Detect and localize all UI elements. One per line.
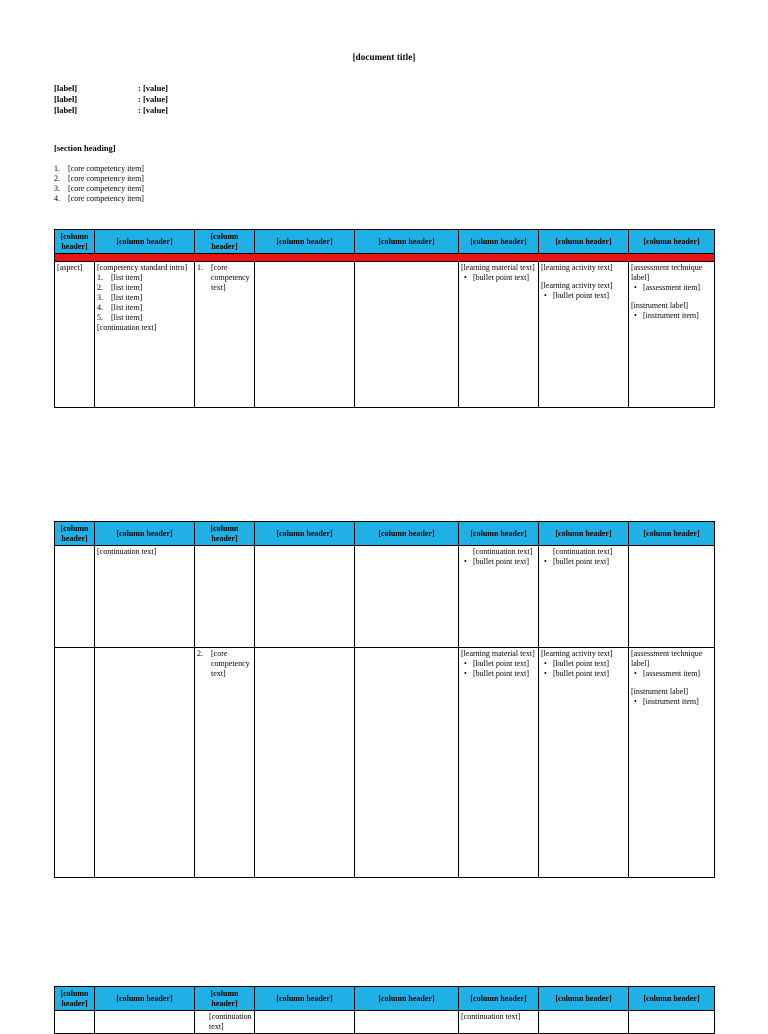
list-item: • [bullet point text] [541, 659, 626, 669]
kp-lead: [continuation text] [553, 547, 613, 556]
list-number: 2. [54, 173, 60, 183]
header-aspek: [column header] [55, 522, 95, 546]
list-item [54, 164, 714, 174]
cell-aspek [55, 546, 95, 648]
cell-aspek: [aspect] [55, 262, 95, 408]
header-skl: [column header] [95, 230, 195, 254]
cell-rp [629, 1011, 715, 1034]
cell-ki [195, 262, 255, 408]
cell-skl [95, 546, 195, 648]
header-aspek: [column header] [55, 230, 95, 254]
mp-lead: [continuation text] [473, 547, 533, 556]
table-row [55, 1011, 715, 1034]
list-text: [core competency text] [211, 263, 250, 292]
list-text: [list item] [111, 273, 143, 282]
meta-value: : [value] [138, 93, 168, 104]
list-item: • [bullet point text] [461, 557, 536, 567]
list-number: 2. [97, 283, 103, 292]
list-item: • [assessment item] [631, 283, 712, 293]
meta-row [54, 83, 374, 94]
list-number: 3. [97, 293, 103, 302]
section-heading: [section heading] [54, 143, 116, 154]
cell-ki [195, 546, 255, 648]
analysis-table [54, 521, 715, 878]
header-mp: [column header] [459, 230, 539, 254]
header-kd: [column header] [255, 230, 355, 254]
list-item: • [bullet point text] [461, 273, 536, 283]
header-ki: [column header] [195, 522, 255, 546]
table-row [55, 262, 715, 408]
kp-bullets [541, 659, 626, 679]
header-kp: [column header] [539, 522, 629, 546]
analysis-table [54, 229, 715, 408]
cell-ipk [355, 546, 459, 648]
header-kd: [column header] [255, 987, 355, 1011]
cell-kd [255, 262, 355, 408]
list-item: • [bullet point text] [461, 669, 536, 679]
list-number: 1. [54, 163, 60, 173]
cell-ipk [355, 648, 459, 878]
cell-rp [629, 546, 715, 648]
list-number: 3. [54, 183, 60, 193]
header-kp: [column header] [539, 230, 629, 254]
header-kd: [column header] [255, 522, 355, 546]
ki-list [197, 649, 252, 679]
header-aspek: [column header] [55, 987, 95, 1011]
core-competency-list [54, 164, 714, 204]
kp-bullets [541, 291, 626, 301]
cell-skl [95, 648, 195, 878]
rp-instrumen-list [631, 697, 712, 707]
header-rp: [column header] [629, 230, 715, 254]
header-ipk: [column header] [355, 987, 459, 1011]
list-item: • [assessment item] [631, 669, 712, 679]
list-number: 4. [97, 303, 103, 312]
cell-kd [255, 546, 355, 648]
kp-paragraph: [learning activity text] [541, 281, 613, 290]
header-rp: [column header] [629, 987, 715, 1011]
list-item: • [bullet point text] [541, 669, 626, 679]
analysis-table [54, 986, 715, 1034]
cell-mp [459, 546, 539, 648]
list-number: 1. [197, 263, 203, 272]
cell-kp [539, 546, 629, 648]
cell-ipk [355, 262, 459, 408]
skl-tail: [continuation text] [97, 547, 157, 556]
list-item [54, 174, 714, 184]
cell-rp [629, 648, 715, 878]
header-skl: [column header] [95, 522, 195, 546]
cell-aspek [55, 648, 95, 878]
table-row [55, 546, 715, 648]
table-header-row [55, 522, 715, 546]
list-text: [core competency item] [68, 183, 144, 193]
rp-instrumen-label: [instrument label] [631, 301, 689, 310]
red-divider [55, 254, 715, 262]
kp-intro: [learning activity text] [541, 649, 613, 658]
list-text: [list item] [111, 313, 143, 322]
cell-mp: [continuation text] [459, 1011, 539, 1034]
list-text: [core competency item] [68, 193, 144, 203]
kp-paragraph: [learning activity text] [541, 263, 613, 272]
list-item [97, 283, 192, 293]
meta-row [54, 94, 374, 105]
cell-mp [459, 648, 539, 878]
header-ipk: [column header] [355, 522, 459, 546]
list-item [97, 313, 192, 323]
document-title: [document title] [352, 52, 416, 62]
rp-teknik-label: [assessment technique label] [631, 649, 703, 668]
header-mp: [column header] [459, 522, 539, 546]
table-header-row [55, 230, 715, 254]
kp-bullets [541, 557, 626, 567]
list-text: [core competency item] [68, 163, 144, 173]
table-divider-row [55, 254, 715, 262]
header-skl: [column header] [95, 987, 195, 1011]
rp-teknik-list [631, 283, 712, 293]
cell-kp [539, 1011, 629, 1034]
cell-ki [195, 648, 255, 878]
mp-bullets [461, 659, 536, 679]
ki-list [197, 263, 252, 293]
list-number: 1. [97, 273, 103, 282]
list-item [97, 303, 192, 313]
list-text: [list item] [111, 283, 143, 292]
mp-intro: [learning material text] [461, 649, 535, 658]
table-header-row [55, 987, 715, 1011]
mp-bullets [461, 273, 536, 283]
cell-kd [255, 648, 355, 878]
list-item: • [instrument item] [631, 311, 712, 321]
list-number: 2. [197, 649, 203, 658]
cell-aspek [55, 1011, 95, 1034]
mp-intro: [learning material text] [461, 263, 535, 272]
header-ipk: [column header] [355, 230, 459, 254]
list-text: [list item] [111, 293, 143, 302]
meta-label: [label] [54, 104, 78, 115]
cell-kp [539, 262, 629, 408]
list-number: 4. [54, 193, 60, 203]
list-text: [list item] [111, 303, 143, 312]
header-mp: [column header] [459, 987, 539, 1011]
cell-ki: [continuation text] [195, 1011, 255, 1034]
cell-skl [95, 1011, 195, 1034]
list-text: [core competency text] [211, 649, 250, 678]
list-item [54, 194, 714, 204]
list-text: [core competency item] [68, 173, 144, 183]
list-item: • [bullet point text] [541, 291, 626, 301]
skl-tail: [continuation text] [97, 323, 157, 332]
cell-kp [539, 648, 629, 878]
list-item [97, 273, 192, 283]
list-item: • [bullet point text] [461, 659, 536, 669]
meta-value: : [value] [138, 83, 168, 94]
list-number: 5. [97, 313, 103, 322]
rp-instrumen-list [631, 311, 712, 321]
header-ki: [column header] [195, 987, 255, 1011]
header-kp: [column header] [539, 987, 629, 1011]
header-rp: [column header] [629, 522, 715, 546]
meta-label: [label] [54, 93, 78, 104]
skl-list [97, 273, 192, 323]
rp-teknik-label: [assessment technique label] [631, 263, 703, 282]
rp-teknik-list [631, 669, 712, 679]
list-item [197, 649, 252, 679]
list-item: • [instrument item] [631, 697, 712, 707]
skl-intro: [competency standard intro] [97, 263, 188, 272]
meta-value: : [value] [138, 104, 168, 115]
meta-label: [label] [54, 83, 78, 94]
mp-bullets [461, 557, 536, 567]
cell-mp [459, 262, 539, 408]
document-meta [54, 83, 374, 115]
rp-instrumen-label: [instrument label] [631, 687, 689, 696]
cell-kd [255, 1011, 355, 1034]
list-item [197, 263, 252, 293]
list-item [54, 184, 714, 194]
header-ki: [column header] [195, 230, 255, 254]
list-item: • [bullet point text] [541, 557, 626, 567]
cell-skl [95, 262, 195, 408]
table-row [55, 648, 715, 878]
meta-row [54, 105, 374, 116]
list-item [97, 293, 192, 303]
cell-rp [629, 262, 715, 408]
cell-ipk [355, 1011, 459, 1034]
